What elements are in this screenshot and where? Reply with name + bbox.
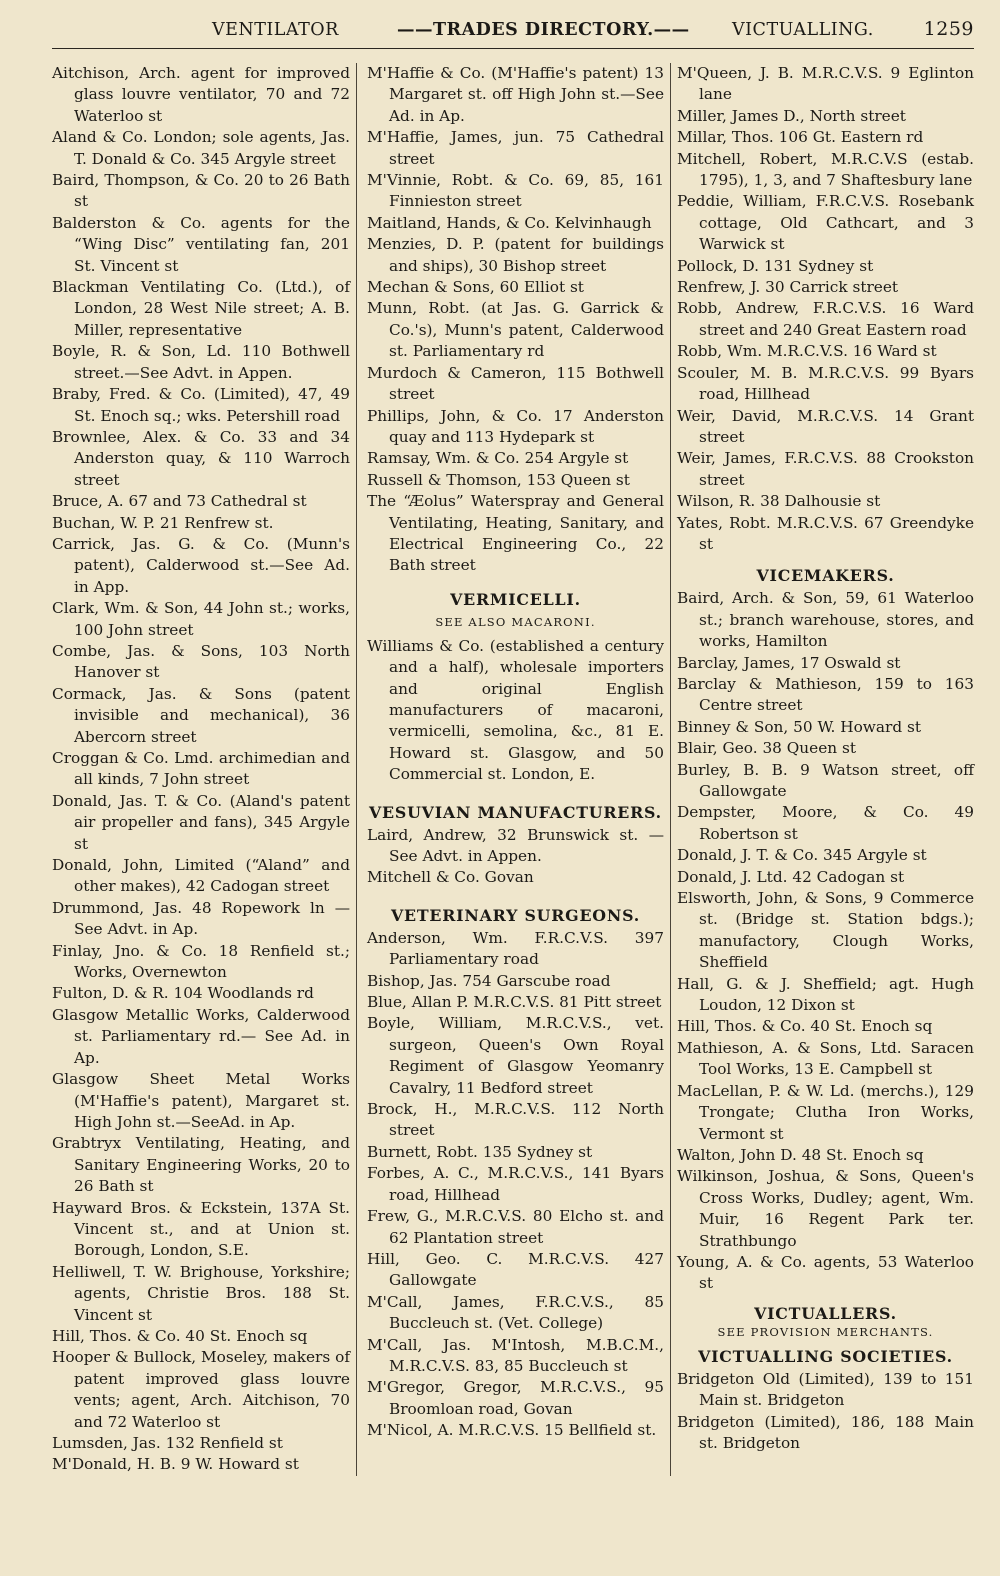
- list-item: Mechan & Sons, 60 Elliot st: [367, 278, 584, 297]
- header-left: VENTILATOR: [212, 20, 339, 40]
- list-item: Boyle, William, M.R.C.V.S., vet. surgeon, Queen's Own Royal Regiment of Glasgow Yeomanry Cavalry, 11 Bedford street: [367, 1014, 664, 1097]
- victualling-societies-list: [677, 1369, 974, 1455]
- page-number: 1259: [923, 18, 974, 40]
- list-item: Donald, J. Ltd. 42 Cadogan st: [677, 867, 905, 886]
- list-item: Bridgeton Old (Limited), 139 to 151 Main st. Bridgeton: [677, 1369, 974, 1410]
- list-item: Donald, Jas. T. & Co. (Aland's patent air propeller and fans), 345 Argyle st: [52, 791, 350, 853]
- list-item: Aland & Co. London; sole agents, Jas. T. Donald & Co. 345 Argyle street: [52, 128, 350, 168]
- list-item: Mathieson, A. & Sons, Ltd. Saracen Tool Works, 13 E. Campbell st: [677, 1038, 974, 1079]
- list-item: Wilkinson, Joshua, & Sons, Queen's Cross Works, Dudley; agent, Wm. Muir, 16 Regent Park ter. Strathbungo: [677, 1167, 974, 1250]
- list-item: Weir, James, F.R.C.V.S. 88 Crookston street: [677, 449, 974, 489]
- section-title-vesuvian: VESUVIAN MANUFACTURERS.: [369, 802, 662, 822]
- list-item: M'Call, James, F.R.C.V.S., 85 Buccleuch st. (Vet. College): [367, 1292, 664, 1333]
- page-header: [52, 14, 974, 49]
- list-item: Weir, David, M.R.C.V.S. 14 Grant street: [677, 406, 974, 446]
- column-1: [52, 63, 356, 1476]
- list-item: Mitchell & Co. Govan: [367, 868, 534, 887]
- list-item: Robb, Wm. M.R.C.V.S. 16 Ward st: [677, 342, 937, 361]
- list-item: Dempster, Moore, & Co. 49 Robertson st: [677, 803, 974, 843]
- list-item: Lumsden, Jas. 132 Renfield st: [52, 1434, 283, 1452]
- list-item: Buchan, W. P. 21 Renfrew st.: [52, 513, 274, 532]
- list-item: Binney & Son, 50 W. Howard st: [677, 717, 921, 736]
- list-item: Grabtryx Ventilating, Heating, and Sanitary Engineering Works, 20 to 26 Bath st: [52, 1134, 350, 1196]
- section-title-victuallers: VICTUALLERS.: [754, 1303, 897, 1323]
- list-item: Yates, Robt. M.R.C.V.S. 67 Greendyke st: [677, 513, 974, 553]
- list-item: Laird, Andrew, 32 Brunswick st. —See Advt. in Appen.: [367, 825, 664, 865]
- list-item: M'Haffie & Co. (M'Haffie's patent) 13 Margaret st. off High John st.—See Ad. in Ap.: [367, 64, 664, 125]
- list-item: Burley, B. B. 9 Watson street, off Gallowgate: [677, 760, 974, 800]
- list-item: Russell & Thomson, 153 Queen st: [367, 470, 630, 489]
- column-2: [356, 63, 670, 1476]
- list-item: Miller, James D., North street: [677, 106, 906, 125]
- list-item: Anderson, Wm. F.R.C.V.S. 397 Parliamentary road: [367, 928, 664, 969]
- header-right: VICTUALLING.: [732, 20, 874, 40]
- vermicelli-list: [367, 636, 664, 786]
- list-item: Blackman Ventilating Co. (Ltd.), of London, 28 West Nile street; A. B. Miller, representative: [52, 278, 350, 339]
- list-item: Brock, H., M.R.C.V.S. 112 North street: [367, 1100, 664, 1140]
- see-also-vermicelli: SEE ALSO MACARONI.: [435, 614, 596, 629]
- see-also-victuallers: SEE PROVISION MERCHANTS.: [717, 1324, 934, 1339]
- list-item: Frew, G., M.R.C.V.S. 80 Elcho st. and 62 Plantation street: [367, 1207, 664, 1247]
- list-item: Robb, Andrew, F.R.C.V.S. 16 Ward street and 240 Great Eastern road: [677, 299, 974, 339]
- list-item: Bruce, A. 67 and 73 Cathedral st: [52, 492, 307, 511]
- vicemakers-list: [677, 588, 974, 1294]
- list-item: Peddie, William, F.R.C.V.S. Rosebank cottage, Old Cathcart, and 3 Warwick st: [677, 192, 974, 254]
- list-item: M'Haffie, James, jun. 75 Cathedral street: [367, 128, 664, 168]
- list-item: Glasgow Metallic Works, Calderwood st. Parliamentary rd.— See Ad. in Ap.: [52, 1005, 350, 1067]
- list-item: M'Gregor, Gregor, M.R.C.V.S., 95 Broomloan road, Govan: [367, 1378, 664, 1418]
- list-item: Bridgeton (Limited), 186, 188 Main st. Bridgeton: [677, 1412, 974, 1452]
- list-item: Renfrew, J. 30 Carrick street: [677, 278, 899, 297]
- columns: [52, 63, 974, 1476]
- vesuvian-list: [367, 825, 664, 889]
- section-title-vicemakers: VICEMAKERS.: [756, 566, 895, 586]
- list-item: Finlay, Jno. & Co. 18 Renfield st.; Works, Overnewton: [52, 941, 350, 982]
- header-title: ——TRADES DIRECTORY.——: [397, 20, 690, 40]
- list-item: Bishop, Jas. 754 Garscube road: [367, 971, 611, 990]
- list-item: Wilson, R. 38 Dalhousie st: [677, 492, 881, 511]
- list-item: Williams & Co. (established a century and a half), wholesale importers and original English manufacturers of macaroni, vermicelli, semolina, &c., 81 E. Howard st. Glasgow, and 50 Commercial st. London, E.: [367, 636, 664, 784]
- list-item: Fulton, D. & R. 104 Woodlands rd: [52, 984, 314, 1003]
- list-item: Munn, Robt. (at Jas. G. Garrick & Co.'s), Munn's patent, Calderwood st. Parliamentary rd: [367, 299, 664, 361]
- section-title-victualling-societies: VICTUALLING SOCIETIES.: [698, 1346, 953, 1366]
- list-item: Braby, Fred. & Co. (Limited), 47, 49 St. Enoch sq.; wks. Petershill road: [52, 385, 350, 425]
- list-item: Barclay, James, 17 Oswald st: [677, 653, 901, 672]
- list-item: Baird, Thompson, & Co. 20 to 26 Bath st: [52, 171, 350, 211]
- list-item: Forbes, A. C., M.R.C.V.S., 141 Byars road, Hillhead: [367, 1164, 664, 1204]
- list-item: Helliwell, T. W. Brighouse, Yorkshire; agents, Christie Bros. 188 St. Vincent st: [52, 1262, 350, 1324]
- list-item: Hayward Bros. & Eckstein, 137A St. Vincent st., and at Union st. Borough, London, S.E.: [52, 1198, 350, 1260]
- list-item: Menzies, D. P. (patent for buildings and ships), 30 Bishop street: [367, 235, 664, 275]
- list-item: Croggan & Co. Lmd. archimedian and all kinds, 7 John street: [52, 749, 350, 789]
- ventilator-list: [52, 63, 350, 1476]
- list-item: M'Vinnie, Robt. & Co. 69, 85, 161 Finnieston street: [367, 171, 664, 211]
- list-item: Cormack, Jas. & Sons (patent invisible and mechanical), 36 Abercorn street: [52, 684, 350, 746]
- list-item: Ramsay, Wm. & Co. 254 Argyle st: [367, 449, 629, 468]
- list-item: Blair, Geo. 38 Queen st: [677, 739, 856, 758]
- list-item: Glasgow Sheet Metal Works (M'Haffie's patent), Margaret st. High John st.—SeeAd. in Ap.: [52, 1070, 350, 1131]
- list-item: Phillips, John, & Co. 17 Anderston quay and 113 Hydepark st: [367, 406, 664, 446]
- list-item: Hill, Thos. & Co. 40 St. Enoch sq: [677, 1017, 933, 1036]
- list-item: Mitchell, Robert, M.R.C.V.S (estab. 1795), 1, 3, and 7 Shaftesbury lane: [677, 149, 974, 190]
- list-item: Hooper & Bullock, Moseley, makers of patent improved glass louvre vents; agent, Arch. Aitchison, 70 and 72 Waterloo st: [52, 1348, 350, 1431]
- veterinary-list: [367, 928, 664, 1442]
- list-item: M'Donald, H. B. 9 W. Howard st: [52, 1455, 299, 1474]
- ventilator-list-continued: [367, 63, 664, 577]
- list-item: Blue, Allan P. M.R.C.V.S. 81 Pitt street: [367, 993, 662, 1012]
- list-item: Clark, Wm. & Son, 44 John st.; works, 100 John street: [52, 599, 350, 639]
- list-item: Elsworth, John, & Sons, 9 Commerce st. (Bridge st. Station bdgs.); manufactory, Clough Works, Sheffield: [677, 889, 974, 972]
- list-item: Hall, G. & J. Sheffield; agt. Hugh Loudon, 12 Dixon st: [677, 974, 974, 1015]
- list-item: Scouler, M. B. M.R.C.V.S. 99 Byars road, Hillhead: [677, 363, 974, 404]
- list-item: Millar, Thos. 106 Gt. Eastern rd: [677, 128, 924, 147]
- list-item: MacLellan, P. & W. Ld. (merchs.), 129 Trongate; Clutha Iron Works, Vermont st: [677, 1081, 974, 1143]
- list-item: Combe, Jas. & Sons, 103 North Hanover st: [52, 641, 350, 682]
- veterinary-list-continued: [677, 63, 974, 555]
- list-item: Boyle, R. & Son, Ld. 110 Bothwell street.—See Advt. in Appen.: [52, 342, 350, 382]
- list-item: M'Call, Jas. M'Intosh, M.B.C.M., M.R.C.V.S. 83, 85 Buccleuch st: [367, 1335, 664, 1375]
- list-item: Barclay & Mathieson, 159 to 163 Centre street: [677, 674, 974, 715]
- list-item: Brownlee, Alex. & Co. 33 and 34 Anderston quay, & 110 Warroch street: [52, 427, 350, 489]
- list-item: M'Nicol, A. M.R.C.V.S. 15 Bellfield st.: [367, 1421, 657, 1440]
- list-item: Drummond, Jas. 48 Ropework ln —See Advt. in Ap.: [52, 898, 350, 939]
- list-item: Balderston & Co. agents for the “Wing Disc” ventilating fan, 201 St. Vincent st: [52, 213, 350, 275]
- list-item: M'Queen, J. B. M.R.C.V.S. 9 Eglinton lane: [677, 64, 974, 104]
- list-item: Pollock, D. 131 Sydney st: [677, 256, 874, 275]
- section-title-veterinary: VETERINARY SURGEONS.: [390, 905, 641, 925]
- list-item: The “Æolus” Waterspray and General Ventilating, Heating, Sanitary, and Electrical Engineering Co., 22 Bath street: [367, 492, 664, 575]
- list-item: Hill, Geo. C. M.R.C.V.S. 427 Gallowgate: [367, 1249, 664, 1290]
- section-title-vermicelli: VERMICELLI.: [450, 589, 581, 609]
- list-item: Young, A. & Co. agents, 53 Waterloo st: [677, 1252, 974, 1293]
- column-3: [670, 63, 974, 1476]
- list-item: Hill, Thos. & Co. 40 St. Enoch sq: [52, 1326, 308, 1345]
- list-item: Aitchison, Arch. agent for improved glass louvre ventilator, 70 and 72 Waterloo st: [52, 64, 350, 125]
- list-item: Carrick, Jas. G. & Co. (Munn's patent), Calderwood st.—See Ad. in App.: [52, 534, 350, 596]
- list-item: Baird, Arch. & Son, 59, 61 Waterloo st.; branch warehouse, stores, and works, Hamilton: [677, 589, 974, 651]
- list-item: Walton, John D. 48 St. Enoch sq: [677, 1145, 924, 1164]
- list-item: Burnett, Robt. 135 Sydney st: [367, 1142, 593, 1161]
- list-item: Murdoch & Cameron, 115 Bothwell street: [367, 363, 664, 404]
- list-item: Donald, J. T. & Co. 345 Argyle st: [677, 846, 927, 865]
- list-item: Maitland, Hands, & Co. Kelvinhaugh: [367, 213, 652, 232]
- list-item: Donald, John, Limited (“Aland” and other makes), 42 Cadogan street: [52, 856, 350, 896]
